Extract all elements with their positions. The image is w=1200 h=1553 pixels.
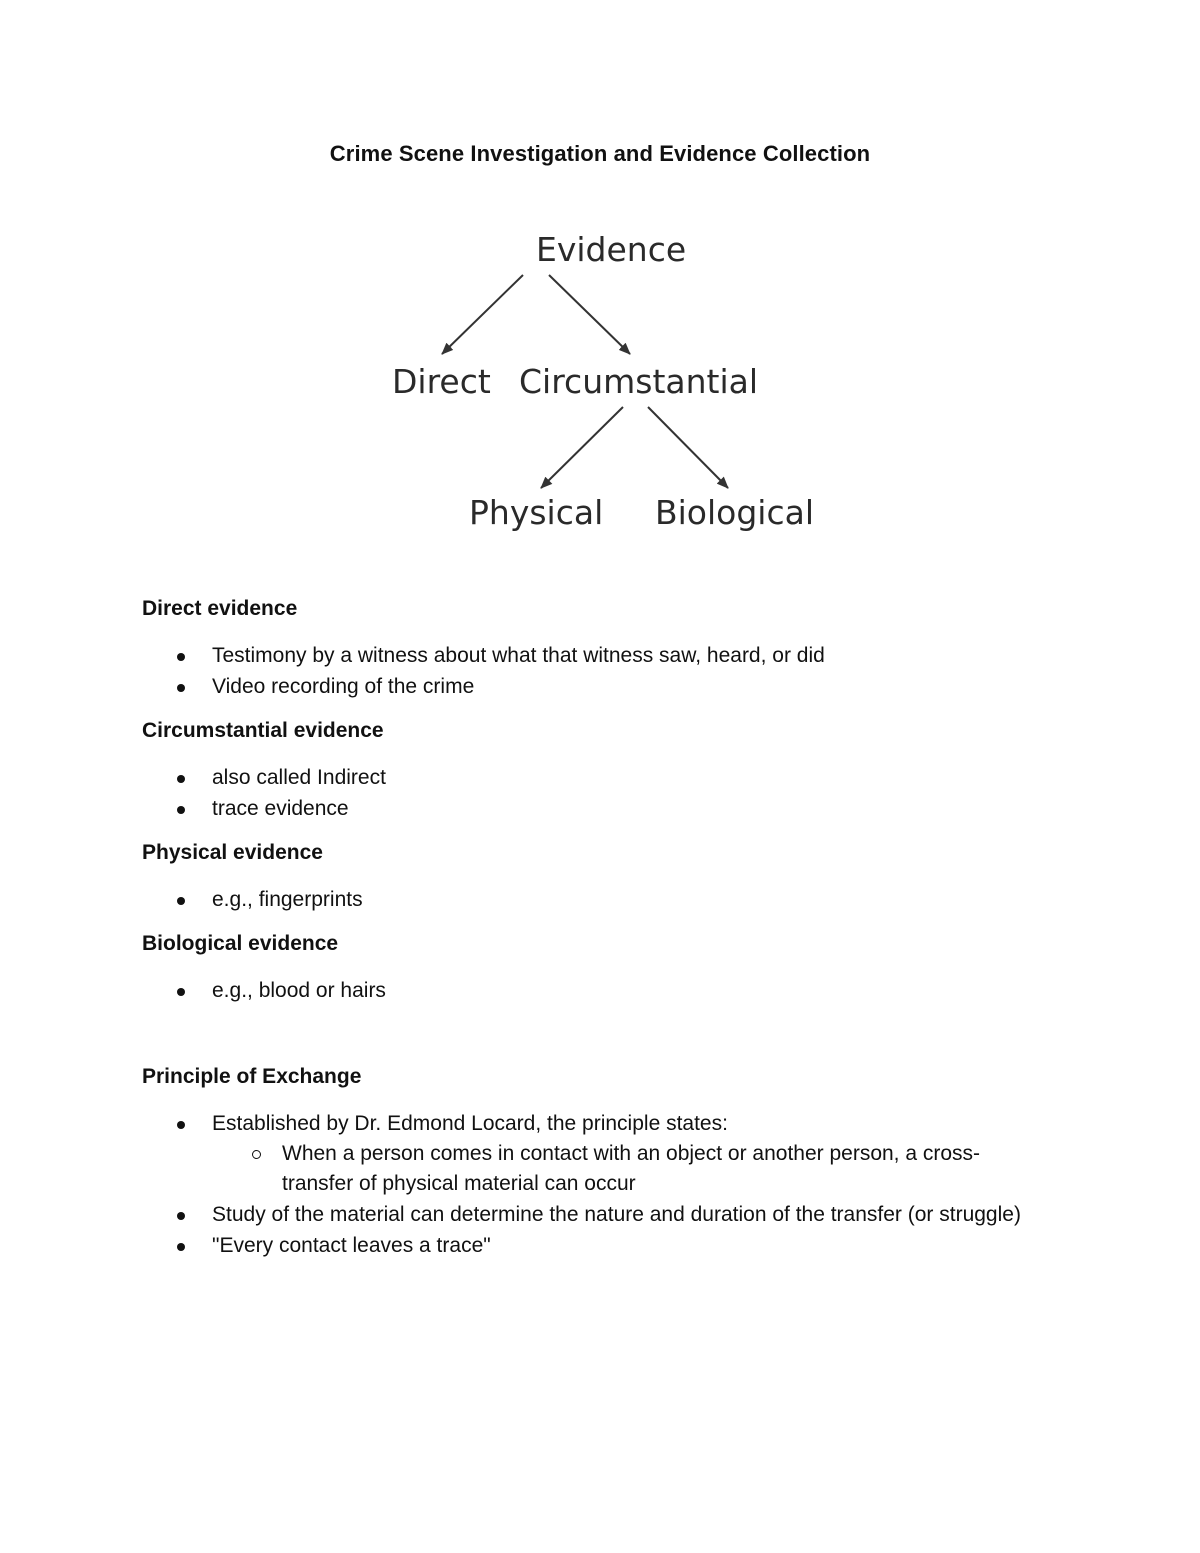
- diagram-node-biological: Biological: [655, 493, 815, 532]
- arrow-circumstantial-to-physical: [541, 407, 623, 488]
- diagram-node-direct: Direct: [392, 362, 491, 401]
- document-title: Crime Scene Investigation and Evidence Collection: [329, 141, 871, 166]
- section-biological-evidence: [142, 929, 1042, 1006]
- list-item-text: Established by Dr. Edmond Locard, the principle states:: [212, 1112, 728, 1135]
- list-item: [142, 1109, 1042, 1199]
- list-item: also called Indirect: [142, 763, 1042, 793]
- document-body: [142, 594, 1042, 1275]
- sub-list-item: When a person comes in contact with an object or another person, a cross-transfer of physical material can occur: [212, 1139, 1042, 1199]
- section-circumstantial-evidence: [142, 716, 1042, 824]
- section-heading: Principle of Exchange: [142, 1065, 362, 1088]
- section-heading: Direct evidence: [142, 597, 298, 620]
- list-item: Video recording of the crime: [142, 672, 1042, 702]
- section-spacer: [142, 1020, 1042, 1062]
- diagram-node-evidence: Evidence: [536, 230, 687, 269]
- bullet-list: [142, 885, 1042, 915]
- section-heading: Physical evidence: [142, 841, 323, 864]
- evidence-tree-diagram: [360, 220, 840, 550]
- list-item: Study of the material can determine the nature and duration of the transfer (or struggle): [142, 1200, 1042, 1230]
- bullet-list: [142, 1109, 1042, 1261]
- bullet-list: [142, 641, 1042, 702]
- list-item: e.g., fingerprints: [142, 885, 1042, 915]
- arrow-evidence-to-circumstantial: [549, 275, 630, 354]
- diagram-node-circumstantial: Circumstantial: [519, 362, 759, 401]
- list-item: e.g., blood or hairs: [142, 976, 1042, 1006]
- list-item: "Every contact leaves a trace": [142, 1231, 1042, 1261]
- section-heading: Circumstantial evidence: [142, 719, 384, 742]
- section-principle-of-exchange: [142, 1062, 1042, 1261]
- section-heading: Biological evidence: [142, 932, 339, 955]
- list-item: Testimony by a witness about what that witness saw, heard, or did: [142, 641, 1042, 671]
- section-direct-evidence: [142, 594, 1042, 702]
- section-physical-evidence: [142, 838, 1042, 915]
- bullet-list: [142, 976, 1042, 1006]
- sub-bullet-list: [212, 1139, 1042, 1199]
- diagram-node-physical: Physical: [469, 493, 604, 532]
- arrow-evidence-to-direct: [442, 275, 523, 354]
- bullet-list: [142, 763, 1042, 824]
- arrow-circumstantial-to-biological: [648, 407, 728, 488]
- list-item: trace evidence: [142, 794, 1042, 824]
